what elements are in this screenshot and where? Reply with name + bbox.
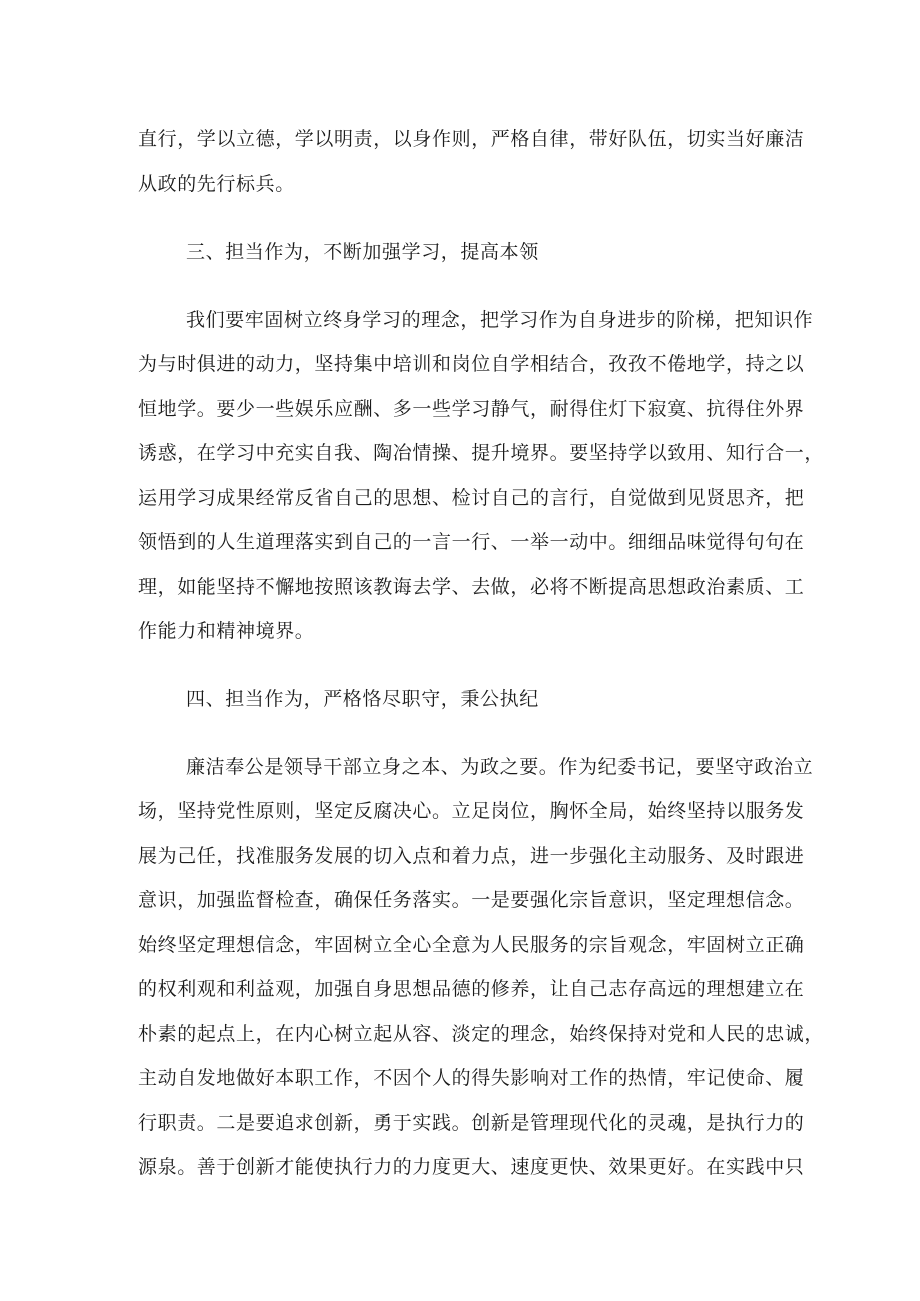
paragraph-line: 廉洁奉公是领导干部立身之本、为政之要。作为纪委书记，要坚守政治立 [186,756,814,778]
paragraph-line: 意识，加强监督检查，确保任务落实。一是要强化宗旨意识，坚定理想信念。 [138,889,805,911]
paragraph-line: 主动自发地做好本职工作，不因个人的得失影响对工作的热情，牢记使命、履 [138,1067,805,1089]
paragraph-line: 直行，学以立德，学以明责，以身作则，严格自律，带好队伍，切实当好廉洁 [138,128,805,150]
paragraph-line: 源泉。善于创新才能使执行力的力度更大、速度更快、效果更好。在实践中只 [138,1156,805,1178]
paragraph-line: 作能力和精神境界。 [138,620,315,642]
paragraph-line: 为与时俱进的动力，坚持集中培训和岗位自学相结合，孜孜不倦地学，持之以 [138,353,805,375]
section-heading-4: 四、担当作为，严格恪尽职守，秉公执纪 [186,688,539,710]
paragraph-line: 行职责。二是要追求创新，勇于实践。创新是管理现代化的灵魂，是执行力的 [138,1112,805,1134]
paragraph-line: 运用学习成果经常反省自己的思想、检讨自己的言行，自觉做到见贤思齐，把 [138,487,805,509]
section-heading-3: 三、担当作为，不断加强学习，提高本领 [186,241,539,263]
paragraph-line: 从政的先行标兵。 [138,173,295,195]
paragraph-line: 我们要牢固树立终身学习的理念，把学习作为自身进步的阶梯，把知识作 [186,309,814,331]
paragraph-line: 展为己任，找准服务发展的切入点和着力点，进一步强化主动服务、及时跟进 [138,845,805,867]
paragraph-line: 朴素的起点上，在内心树立起从容、淡定的理念，始终保持对党和人民的忠诚， [138,1023,825,1045]
paragraph-line: 领悟到的人生道理落实到自己的一言一行、一举一动中。细细品味觉得句句在 [138,531,805,553]
paragraph-line: 理，如能坚持不懈地按照该教诲去学、去做，必将不断提高思想政治素质、工 [138,576,805,598]
paragraph-line: 诱惑，在学习中充实自我、陶冶情操、提升境界。要坚持学以致用、知行合一， [138,442,825,464]
paragraph-line: 恒地学。要少一些娱乐应酬、多一些学习静气，耐得住灯下寂寞、抗得住外界 [138,398,805,420]
paragraph-line: 的权利观和利益观，加强自身思想品德的修养，让自己志存高远的理想建立在 [138,978,805,1000]
paragraph-line: 场，坚持党性原则，坚定反腐决心。立足岗位，胸怀全局，始终坚持以服务发 [138,800,805,822]
paragraph-line: 始终坚定理想信念，牢固树立全心全意为人民服务的宗旨观念，牢固树立正确 [138,934,805,956]
